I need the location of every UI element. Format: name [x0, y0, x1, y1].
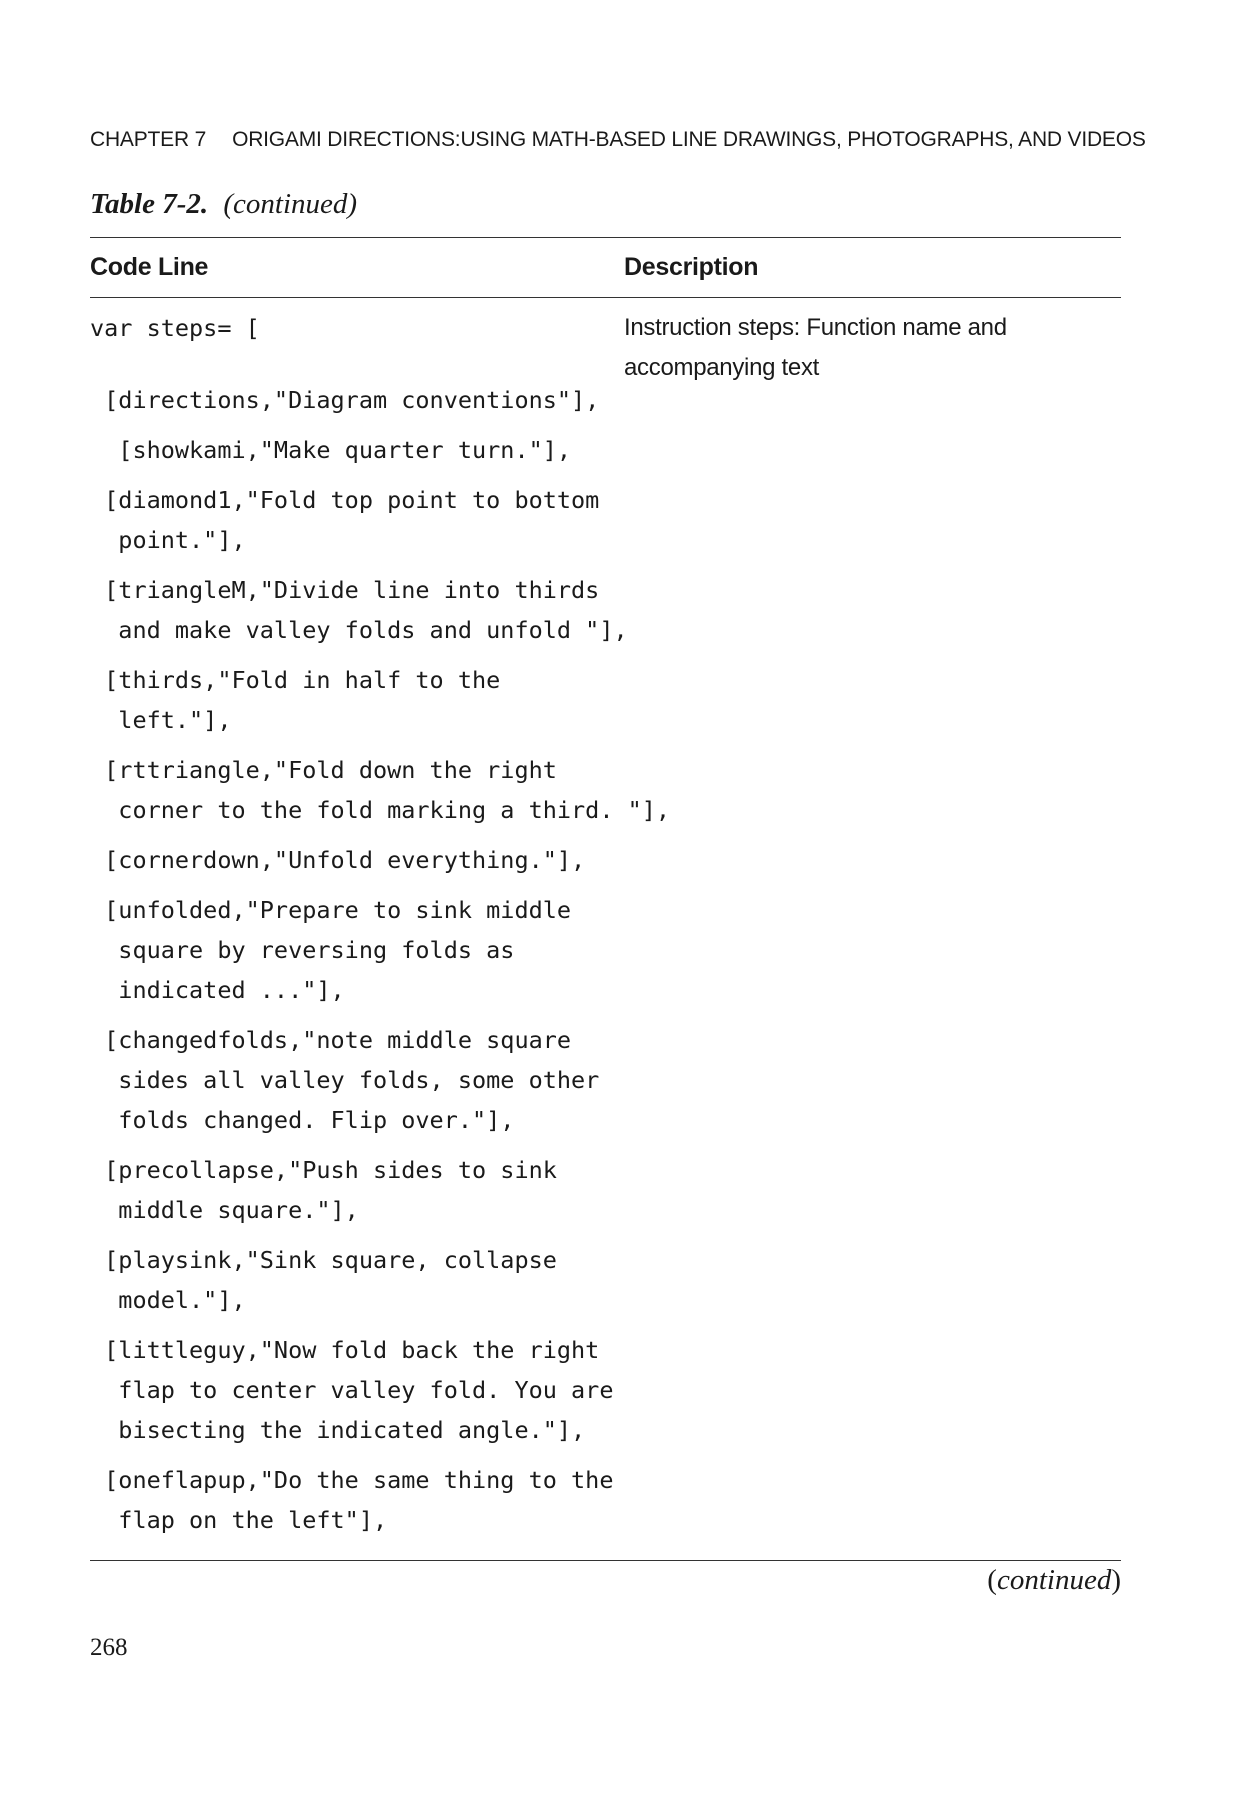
running-head — [90, 128, 1146, 152]
table-caption-label: Table 7-2. — [90, 188, 209, 220]
code-line: [thirds,"Fold in half to the left."], — [104, 666, 501, 734]
chapter-title: ORIGAMI DIRECTIONS:USING MATH-BASED LINE DRAWINGS, PHOTOGRAPHS, AND VIDEOS — [232, 128, 1146, 151]
code-line: [changedfolds,"note middle square sides all valley folds, some other folds changed. Flip over."], — [104, 1026, 600, 1134]
code-line: [precollapse,"Push sides to sink middle square."], — [104, 1156, 557, 1224]
page-number: 268 — [90, 1634, 128, 1661]
code-line: [unfolded,"Prepare to sink middle square by reversing folds as indicated ..."], — [104, 896, 572, 1004]
code-line: [littleguy,"Now fold back the right flap to center valley fold. You are bisecting the indicated angle."], — [104, 1336, 614, 1444]
table-caption — [90, 188, 357, 221]
code-line: [diamond1,"Fold top point to bottom point."], — [104, 486, 600, 554]
code-line: [playsink,"Sink square, collapse model."], — [104, 1246, 557, 1314]
code-line: [rttriangle,"Fold down the right corner to the fold marking a third. "], — [104, 756, 671, 824]
table-bottom-rule — [90, 1560, 1121, 1561]
description-cell: Instruction steps: Function name and accompanying text — [624, 314, 1007, 381]
code-line: [oneflapup,"Do the same thing to the flap on the left"], — [104, 1466, 614, 1534]
column-header-description: Description — [624, 253, 759, 281]
continued-note-text: continued — [996, 1564, 1112, 1596]
table-header-rule — [90, 297, 1121, 298]
table-top-rule — [90, 237, 1121, 238]
code-line: [directions,"Diagram conventions"], — [90, 386, 600, 414]
table-caption-suffix: (continued) — [223, 188, 358, 220]
column-header-code-line: Code Line — [90, 253, 209, 281]
code-line: var steps= [ — [90, 314, 260, 342]
continued-note: (continued) — [987, 1564, 1121, 1596]
code-column — [90, 308, 671, 1550]
code-line: [showkami,"Make quarter turn."], — [90, 436, 572, 464]
code-line: [cornerdown,"Unfold everything."], — [90, 846, 586, 874]
code-line: [triangleM,"Divide line into thirds and make valley folds and unfold "], — [104, 576, 628, 644]
chapter-number: CHAPTER 7 — [90, 128, 207, 151]
